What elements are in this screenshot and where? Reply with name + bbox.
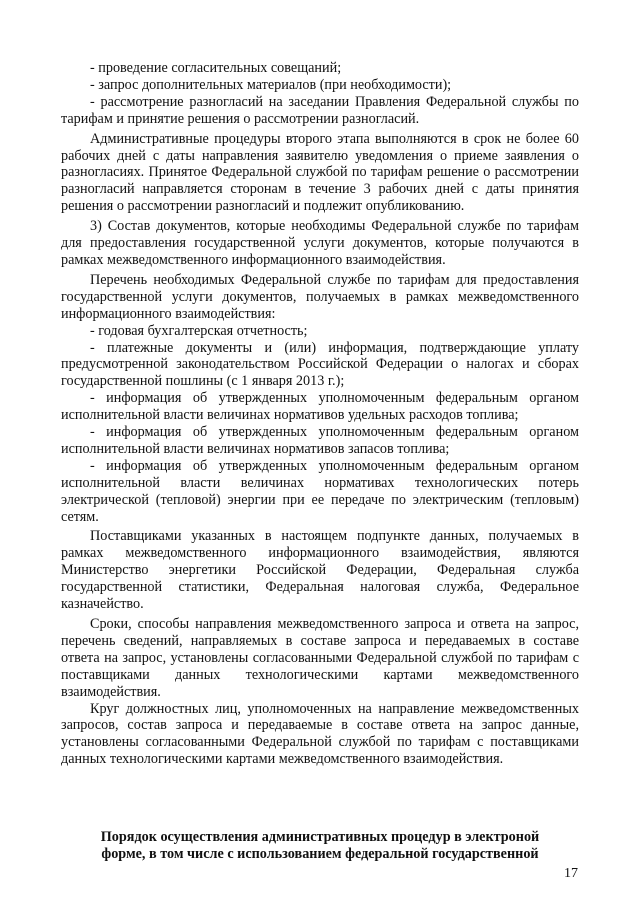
paragraph-8: - платежные документы и (или) информация, подтверждающие уплату предусмотренной законодательством Российской Федерации о налогах и сборах государственной пошлины (с 1 января 2013 г.); (61, 339, 579, 390)
paragraph-4: Административные процедуры второго этапа выполняются в срок не более 60 рабочих дней с даты направления заявителю уведомления о приеме заявления о разногласиях. Принятое Федеральной службой по тарифам решение о рассмотрении разногласий направляется сторонам в течение 3 рабочих дней с даты принятия решения о рассмотрении разногласий и подлежит опубликованию. (61, 130, 579, 215)
paragraph-7: - годовая бухгалтерская отчетность; (90, 322, 308, 339)
paragraph-14: Круг должностных лиц, уполномоченных на направление межведомственных запросов, состав запроса и передаваемые в составе ответа на запрос данные, установлены согласованными Федеральной службой по тарифам с поставщиками данных технологическими картами межведомственного взаимодействия. (61, 700, 579, 768)
section-heading-line-2: форме, в том числе с использованием федеральной государственной (101, 846, 539, 862)
paragraph-3: - рассмотрение разногласий на заседании Правления Федеральной службы по тарифам и принятие решения о рассмотрении разногласий. (61, 93, 579, 127)
paragraph-13: Сроки, способы направления межведомственного запроса и ответа на запрос, перечень сведений, направляемых в составе запроса и передаваемых в составе ответа на запрос, установлены согласованными Федеральной службой по тарифам с поставщиками данных технологическими картами межведомственного взаимодействия. (61, 616, 579, 700)
paragraph-6: Перечень необходимых Федеральной службе по тарифам для предоставления государственной услуги документов, получаемых в рамках межведомственного информационного взаимодействия: (61, 271, 579, 322)
paragraph-1: - проведение согласительных совещаний; (90, 60, 342, 76)
section-heading (61, 829, 579, 863)
paragraph-11: - информация об утвержденных уполномоченным федеральным органом исполнительной власти величинах нормативах технологических потерь электрической (тепловой) энергии при ее передаче по электрическим (тепловым) сетям. (61, 457, 579, 525)
paragraph-12: Поставщиками указанных в настоящем подпункте данных, получаемых в рамках межведомственного информационного взаимодействия, являются Министерство энергетики Российской Федерации, Федеральная служба государственной статистики, Федеральная налоговая служба, Федеральное казначейство. (61, 528, 579, 613)
section-heading-line-1: Порядок осуществления административных процедур в электроной (100, 829, 540, 845)
paragraph-2: - запрос дополнительных материалов (при необходимости); (90, 76, 452, 93)
paragraph-9: - информация об утвержденных уполномоченным федеральным органом исполнительной власти величинах нормативов удельных расходов топлива; (61, 390, 579, 424)
paragraph-10: - информация об утвержденных уполномоченным федеральным органом исполнительной власти величинах нормативов запасов топлива; (61, 424, 579, 457)
page-number: 17 (564, 866, 578, 881)
paragraph-5: 3) Состав документов, которые необходимы Федеральной службе по тарифам для предоставления государственной услуги документов, которые получаются в рамках межведомственного информационного взаимодействия. (61, 218, 579, 268)
body-text (61, 60, 579, 768)
